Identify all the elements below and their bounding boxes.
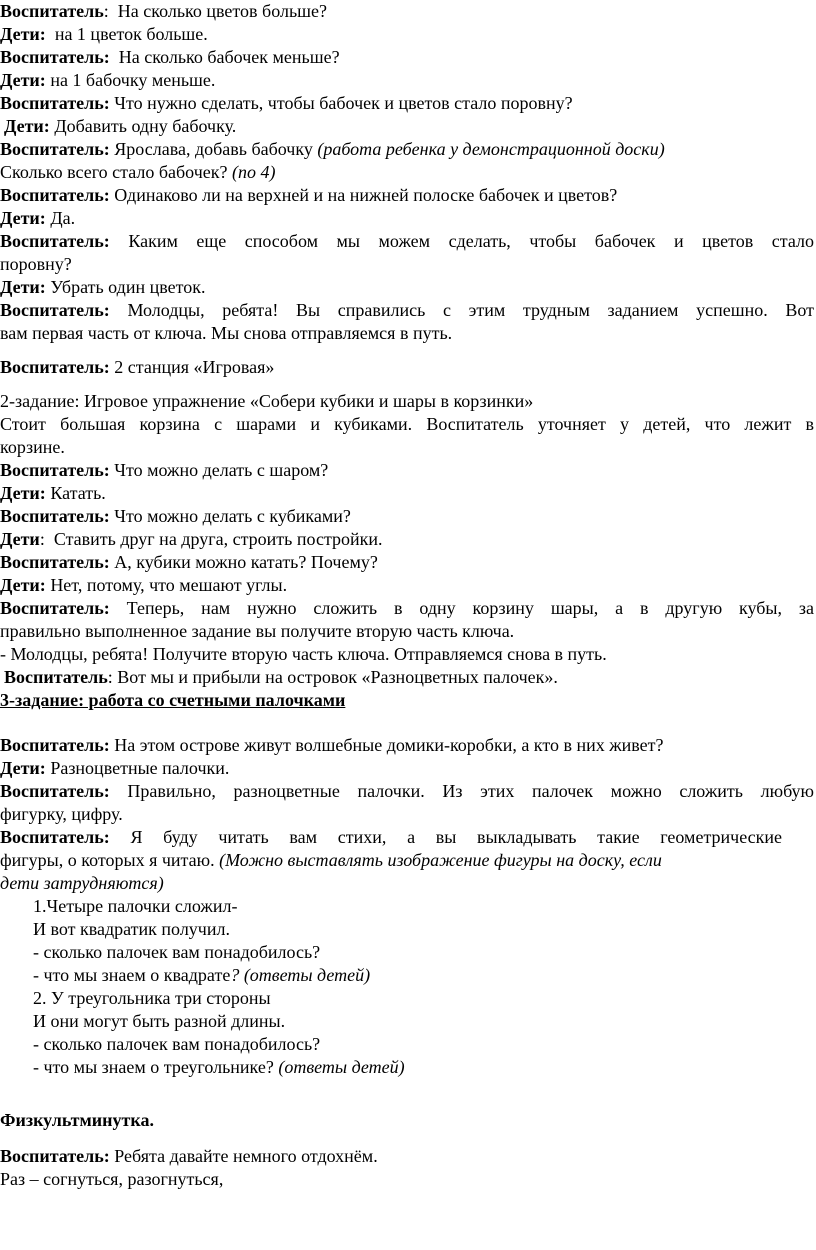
speaker-label: Воспитатель: xyxy=(0,598,110,618)
dialogue-text: Одинаково ли на верхней и на нижней полоске бабочек и цветов? xyxy=(114,185,618,205)
speaker-label: Воспитатель: xyxy=(0,231,110,251)
speaker-label: Воспитатель: xyxy=(0,460,110,480)
poem-line: - сколько палочек вам понадобилось? xyxy=(33,942,321,962)
speaker-label: Воспитатель xyxy=(0,1,104,21)
section-title: Физкультминутка. xyxy=(0,1110,154,1130)
speaker-label: Воспитатель: xyxy=(0,827,110,847)
poem-line: И они могут быть разной длины. xyxy=(33,1011,286,1031)
dialogue-text: Вот мы и прибыли на островок «Разноцветных палочек». xyxy=(117,667,558,687)
dialogue-line xyxy=(0,115,814,138)
dialogue-text: на 1 цветок больше. xyxy=(54,24,208,44)
dialogue-text: На этом острове живут волшебные домики-коробки, а кто в них живет? xyxy=(114,735,664,755)
stage-note: (по 4) xyxy=(231,162,276,182)
speaker-label: Дети: xyxy=(0,483,46,503)
dialogue-line xyxy=(0,23,814,46)
dialogue-line-cont: фигуры, о которых я читаю. (Можно выставлять изображение фигуры на доску, если xyxy=(0,850,662,870)
dialogue-text: А, кубики можно катать? Почему? xyxy=(114,552,378,572)
dialogue-text: Катать. xyxy=(50,483,106,503)
dialogue-text: Что можно делать с шаром? xyxy=(114,460,329,480)
dialogue-line xyxy=(0,69,814,92)
speaker-label: Воспитатель: xyxy=(0,185,110,205)
dialogue-text: 2 станция «Игровая» xyxy=(114,357,275,377)
task-3-title: 3-задание: работа со счетными палочками xyxy=(0,690,346,710)
dialogue-line xyxy=(0,92,814,115)
poem-line: Раз – согнуться, разогнуться, xyxy=(0,1169,224,1189)
dialogue-line xyxy=(0,46,814,69)
dialogue-line xyxy=(0,184,814,207)
speaker-label: Воспитатель: xyxy=(0,1146,110,1166)
dialogue-line xyxy=(0,299,814,322)
speaker-label: Дети: xyxy=(0,208,46,228)
poem-line: 2. У треугольника три стороны xyxy=(33,988,271,1008)
dialogue-text: Ребята давайте немного отдохнём. xyxy=(114,1146,378,1166)
speaker-label: Воспитатель: xyxy=(0,781,110,801)
dialogue-line xyxy=(0,780,814,803)
speaker-label: Дети: xyxy=(0,575,46,595)
speaker-label: Воспитатель: xyxy=(0,47,110,67)
speaker-label: Дети: xyxy=(0,24,46,44)
dialogue-line: - Молодцы, ребята! Получите вторую часть ключа. Отправляемся снова в путь. xyxy=(0,644,607,664)
speaker-label: Воспитатель: xyxy=(0,357,110,377)
dialogue-line xyxy=(0,276,814,299)
stage-note: (ответы детей) xyxy=(278,1057,405,1077)
dialogue-line xyxy=(0,138,814,161)
task-2-title: 2-задание: Игровое упражнение «Собери кубики и шары в корзинки» xyxy=(0,391,534,411)
dialogue-text: На сколько цветов больше? xyxy=(117,1,327,21)
dialogue-line-cont: поровну? xyxy=(0,254,72,274)
dialogue-text: Разноцветные палочки. xyxy=(50,758,230,778)
stage-note: ? (ответы детей) xyxy=(230,965,371,985)
dialogue-line xyxy=(0,207,814,230)
dialogue-text: Ярослава, добавь бабочку xyxy=(114,139,313,159)
dialogue-line xyxy=(0,597,814,620)
poem-line: - что мы знаем о квадрате? (ответы детей) xyxy=(33,965,371,985)
dialogue-text: Что нужно сделать, чтобы бабочек и цветов стало поровну? xyxy=(114,93,573,113)
dialogue-line xyxy=(0,1145,814,1168)
dialogue-text: Каким еще способом мы можем сделать, чтобы бабочек и цветов стало xyxy=(128,231,814,251)
poem-line: И вот квадратик получил. xyxy=(33,919,230,939)
speaker-label: Воспитатель xyxy=(4,667,108,687)
speaker-label: Дети: xyxy=(0,277,46,297)
dialogue-line xyxy=(0,734,814,757)
speaker-label: Дети: xyxy=(4,116,50,136)
dialogue-text: Добавить одну бабочку. xyxy=(54,116,237,136)
speaker-label: Воспитатель: xyxy=(0,735,110,755)
dialogue-text: Что можно делать с кубиками? xyxy=(114,506,351,526)
dialogue-line xyxy=(0,757,814,780)
speaker-label: Дети: xyxy=(0,70,46,90)
dialogue-line: Воспитатель: На сколько цветов больше? xyxy=(0,1,327,21)
speaker-label: Воспитатель: xyxy=(0,139,110,159)
dialogue-line xyxy=(0,574,814,597)
dialogue-line xyxy=(0,230,814,253)
dialogue-line-cont: фигурку, цифру. xyxy=(0,804,123,824)
dialogue-line xyxy=(0,161,814,184)
dialogue-line: Воспитатель: Вот мы и прибыли на островок «Разноцветных палочек». xyxy=(4,667,558,687)
dialogue-text: Нет, потому, что мешают углы. xyxy=(50,575,288,595)
speaker-label: Воспитатель: xyxy=(0,552,110,572)
dialogue-line xyxy=(0,826,814,849)
dialogue-text: Да. xyxy=(50,208,76,228)
dialogue-text: на 1 бабочку меньше. xyxy=(50,70,216,90)
stage-note: (работа ребенка у демонстрационной доски) xyxy=(317,139,665,159)
dialogue-line xyxy=(0,505,814,528)
poem-line: 1.Четыре палочки сложил- xyxy=(33,896,238,916)
stage-note: (Можно выставлять изображение фигуры на доску, если xyxy=(219,850,662,870)
speaker-label: Воспитатель: xyxy=(0,300,110,320)
speaker-label: Дети xyxy=(0,529,40,549)
dialogue-text: Сколько всего стало бабочек? xyxy=(0,162,228,182)
speaker-label: Воспитатель: xyxy=(0,93,110,113)
task-2-description-cont: корзине. xyxy=(0,437,65,457)
speaker-label: Дети: xyxy=(0,758,46,778)
dialogue-text: Убрать один цветок. xyxy=(50,277,206,297)
dialogue-line-cont: вам первая часть от ключа. Мы снова отправляемся в путь. xyxy=(0,323,453,343)
dialogue-text: Я буду читать вам стихи, а вы выкладывать такие геометрические xyxy=(130,827,783,847)
task-2-description: Стоит большая корзина с шарами и кубиками. Воспитатель уточняет у детей, что лежит в xyxy=(0,414,814,434)
dialogue-text: Молодцы, ребята! Вы справились с этим трудным заданием успешно. Вот xyxy=(127,300,815,320)
dialogue-line xyxy=(0,482,814,505)
stage-note-cont: дети затрудняются) xyxy=(0,873,164,893)
dialogue-line-cont: правильно выполненное задание вы получите вторую часть ключа. xyxy=(0,621,515,641)
dialogue-text: Правильно, разноцветные палочки. Из этих палочек можно сложить любую xyxy=(127,781,814,801)
speaker-label: Воспитатель: xyxy=(0,506,110,526)
poem-line: - что мы знаем о треугольнике? (ответы детей) xyxy=(33,1057,405,1077)
dialogue-line xyxy=(0,356,814,379)
poem-line: - сколько палочек вам понадобилось? xyxy=(33,1034,321,1054)
dialogue-line xyxy=(0,459,814,482)
dialogue-line: Дети: Ставить друг на друга, строить постройки. xyxy=(0,529,383,549)
dialogue-text: Теперь, нам нужно сложить в одну корзину шары, а в другую кубы, за xyxy=(126,598,815,618)
dialogue-text: Ставить друг на друга, строить постройки. xyxy=(53,529,383,549)
dialogue-text: На сколько бабочек меньше? xyxy=(118,47,340,67)
dialogue-line xyxy=(0,551,814,574)
